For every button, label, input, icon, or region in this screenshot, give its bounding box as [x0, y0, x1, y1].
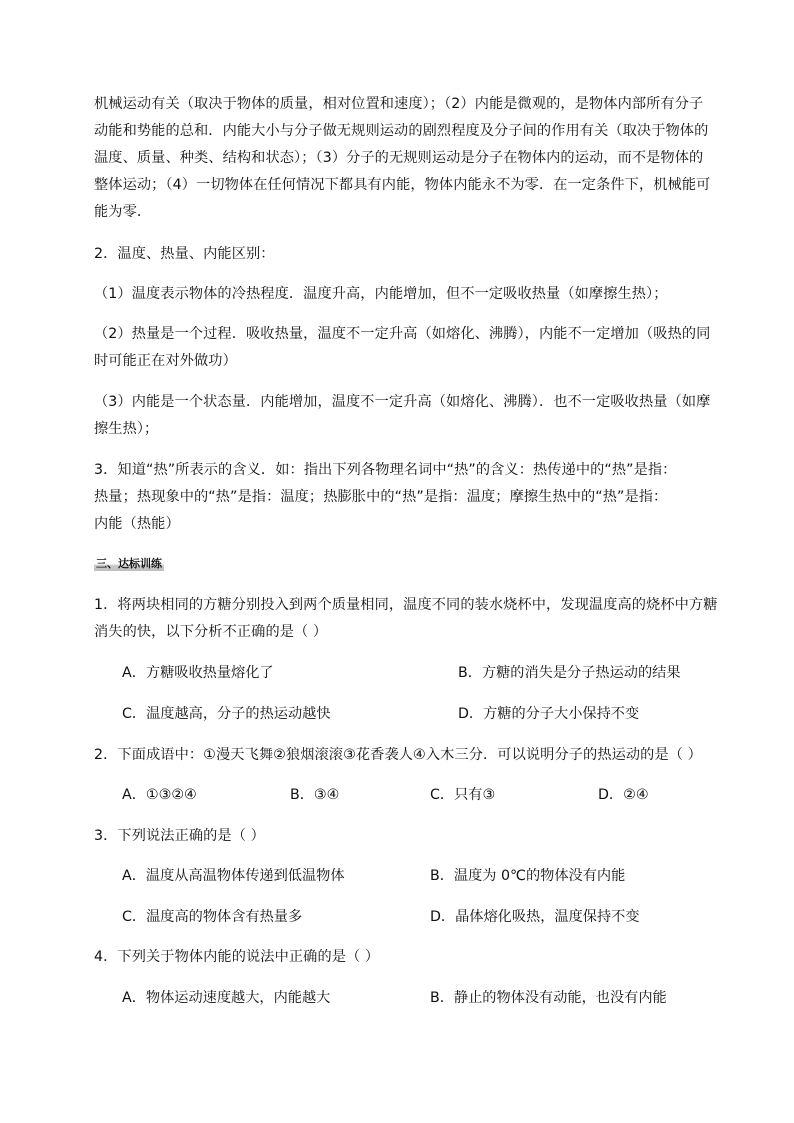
item2-point-2-line-1: （2）热量是一个过程．吸收热量，温度不一定升高（如熔化、沸腾），内能不一定增加（吸热的同 [94, 326, 711, 342]
notes-line-4: 整体运动；（4）一切物体在任何情况下都具有内能，物体内能永不为零．在一定条件下，机械能可 [94, 177, 711, 193]
notes-line-2: 动能和势能的总和．内能大小与分子做无规则运动的剧烈程度及分子间的作用有关（取决于物体的 [94, 123, 709, 139]
question-2-option-b: B．③④ [290, 787, 340, 803]
question-1-stem-line-2: 消失的快，以下分析不正确的是（ ） [94, 624, 328, 640]
question-1-option-b: B．方糖的消失是分子热运动的结果 [458, 665, 681, 681]
question-2-option-d: D．②④ [598, 787, 649, 803]
item3-line-3: 内能（热能） [94, 516, 180, 532]
item2-title: 2．温度、热量、内能区别： [94, 246, 275, 262]
question-4-stem: 4．下列关于物体内能的说法中正确的是（ ） [94, 949, 380, 965]
question-1-stem-line-1: 1．将两块相同的方糖分别投入到两个质量相同，温度不同的装水烧杯中，发现温度高的烧杯中方糖 [94, 597, 718, 613]
question-3-option-a: A．温度从高温物体传递到低温物体 [122, 868, 345, 884]
section-heading: 三、达标训练 [96, 557, 162, 570]
notes-line-3: 温度、质量、种类、结构和状态）；（3）分子的无规则运动是分子在物体内的运动，而不是物体的 [94, 150, 704, 166]
item2-point-2-line-2: 时可能正在对外做功） [94, 353, 237, 369]
question-3-stem: 3．下列说法正确的是（ ） [94, 828, 265, 844]
question-1-option-d: D．方糖的分子大小保持不变 [458, 706, 640, 722]
question-4-option-a: A．物体运动速度越大，内能越大 [122, 990, 331, 1006]
notes-line-5: 能为零． [94, 204, 152, 220]
item2-point-3-line-1: （3）内能是一个状态量．内能增加，温度不一定升高（如熔化、沸腾）．也不一定吸收热量（如摩 [94, 394, 711, 410]
item2-point-1: （1）温度表示物体的冷热程度．温度升高，内能增加，但不一定吸收热量（如摩擦生热）； [94, 286, 668, 302]
question-3-option-b: B．温度为 0℃的物体没有内能 [430, 868, 626, 884]
question-2-option-a: A．①③②④ [122, 787, 197, 803]
question-2-stem: 2．下面成语中：①漫天飞舞②狼烟滚滚③花香袭人④入木三分．可以说明分子的热运动的是（ ） [94, 747, 702, 763]
item3-line-1: 3．知道“热”所表示的含义．如：指出下列各物理名词中“热”的含义：热传递中的“热”是指： [94, 462, 677, 478]
question-4-option-b: B．静止的物体没有动能，也没有内能 [430, 990, 667, 1006]
question-2-option-c: C．只有③ [430, 787, 496, 803]
question-1-option-a: A．方糖吸收热量熔化了 [122, 665, 274, 681]
question-3-option-c: C．温度高的物体含有热量多 [122, 909, 303, 925]
notes-line-1: 机械运动有关（取决于物体的质量，相对位置和速度）；（2）内能是微观的，是物体内部所有分子 [94, 96, 704, 112]
question-3-option-d: D．晶体熔化吸热，温度保持不变 [430, 909, 640, 925]
item2-point-3-line-2: 擦生热）； [94, 421, 159, 437]
question-1-option-c: C．温度越高，分子的热运动越快 [122, 706, 331, 722]
item3-line-2: 热量；热现象中的“热”是指：温度；热膨胀中的“热”是指：温度；摩擦生热中的“热”是指： [94, 489, 668, 505]
